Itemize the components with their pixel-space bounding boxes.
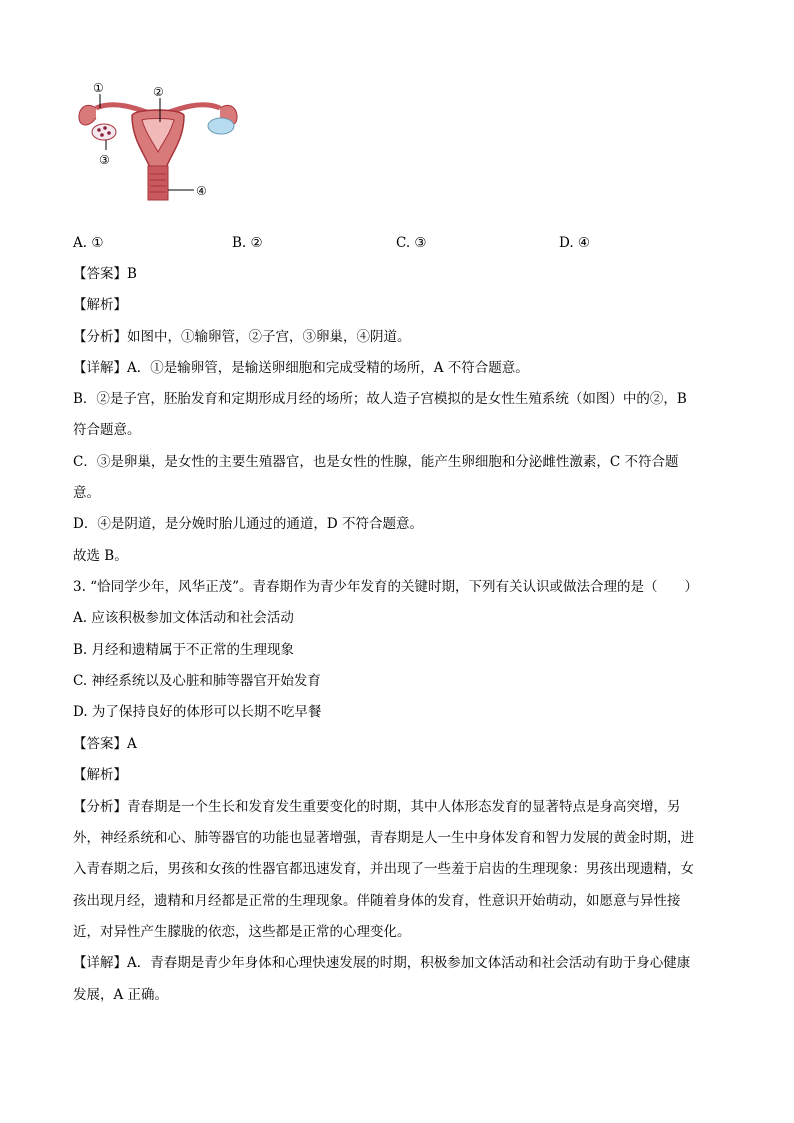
q3-fenxi-line3: 入青春期之后，男孩和女孩的性器官都迅速发育，并出现了一些羞于启齿的生理现象：男孩出现遗精，女 [73,861,694,877]
q2-fenxi: 【分析】如图中，①输卵管，②子宫，③卵巢，④阴道。 [73,329,411,345]
q2-choose: 故选 B。 [73,548,128,564]
figure-label-3: ③ [99,153,110,167]
q2-xiangjie-c-line1: C．③是卵巢，是女性的主要生殖器官，也是女性的性腺，能产生卵细胞和分泌雌性激素，C 不符合题 [73,454,679,470]
left-fimbriae [79,105,96,125]
q2-xiangjie-b-line2: 符合题意。 [73,422,141,438]
reproductive-system-diagram [66,78,251,203]
reproductive-system-figure [66,78,251,203]
figure-label-4: ④ [196,184,207,198]
q3-jiexi-label: 【解析】 [73,767,127,783]
q3-fenxi-line2: 外，神经系统和心、肺等器官的功能也显著增强，青春期是人一生中身体发育和智力发展的黄金时期，进 [73,830,694,846]
q3-fenxi-line4: 孩出现月经，遗精和月经都是正常的生理现象。伴随着身体的发育，性意识开始萌动，如愿意与异性接 [73,893,681,909]
q3-fenxi-line1: 【分析】青春期是一个生长和发育发生重要变化的时期，其中人体形态发育的显著特点是身高突增，另 [73,799,681,815]
q2-option-a: A. ① [73,235,104,251]
figure-label-1: ① [93,81,104,95]
right-ovary [208,118,234,134]
q2-option-c: C. ③ [396,235,427,251]
q3-fenxi-line5: 近，对异性产生朦胧的依恋，这些都是正常的心理变化。 [73,924,411,940]
q3-option-a: A. 应该积极参加文体活动和社会活动 [73,610,294,626]
q2-option-d: D. ④ [559,235,591,251]
q3-option-c: C. 神经系统以及心脏和肺等器官开始发育 [73,673,321,689]
q3-option-b: B. 月经和遗精属于不正常的生理现象 [73,642,295,658]
left-ovary [92,124,116,140]
q2-xiangjie-a: 【详解】A．①是输卵管，是输送卵细胞和完成受精的场所，A 不符合题意。 [73,360,529,376]
q2-xiangjie-d: D．④是阴道，是分娩时胎儿通过的通道，D 不符合题意。 [73,516,423,532]
q3-answer: 【答案】A [73,736,137,752]
q3-stem: 3. “恰同学少年，风华正茂”。青春期作为青少年发育的关键时期，下列有关认识或做法合理的是（ ） [73,579,698,595]
figure-label-2: ② [153,85,164,99]
q3-xiangjie-line2: 发展，A 正确。 [73,987,169,1003]
q2-answer: 【答案】B [73,266,137,282]
q2-xiangjie-c-line2: 意。 [73,485,100,501]
vagina [148,166,168,200]
q3-option-d: D. 为了保持良好的体形可以长期不吃早餐 [73,704,322,720]
q2-jiexi-label: 【解析】 [73,297,127,313]
q2-xiangjie-b-line1: B．②是子宫，胚胎发育和定期形成月经的场所；故人造子宫模拟的是女性生殖系统（如图）中的②，B [73,391,687,407]
q2-option-b: B. ② [232,235,263,251]
q3-xiangjie-line1: 【详解】A．青春期是青少年身体和心理快速发展的时期，积极参加文体活动和社会活动有助于身心健康 [73,955,691,971]
